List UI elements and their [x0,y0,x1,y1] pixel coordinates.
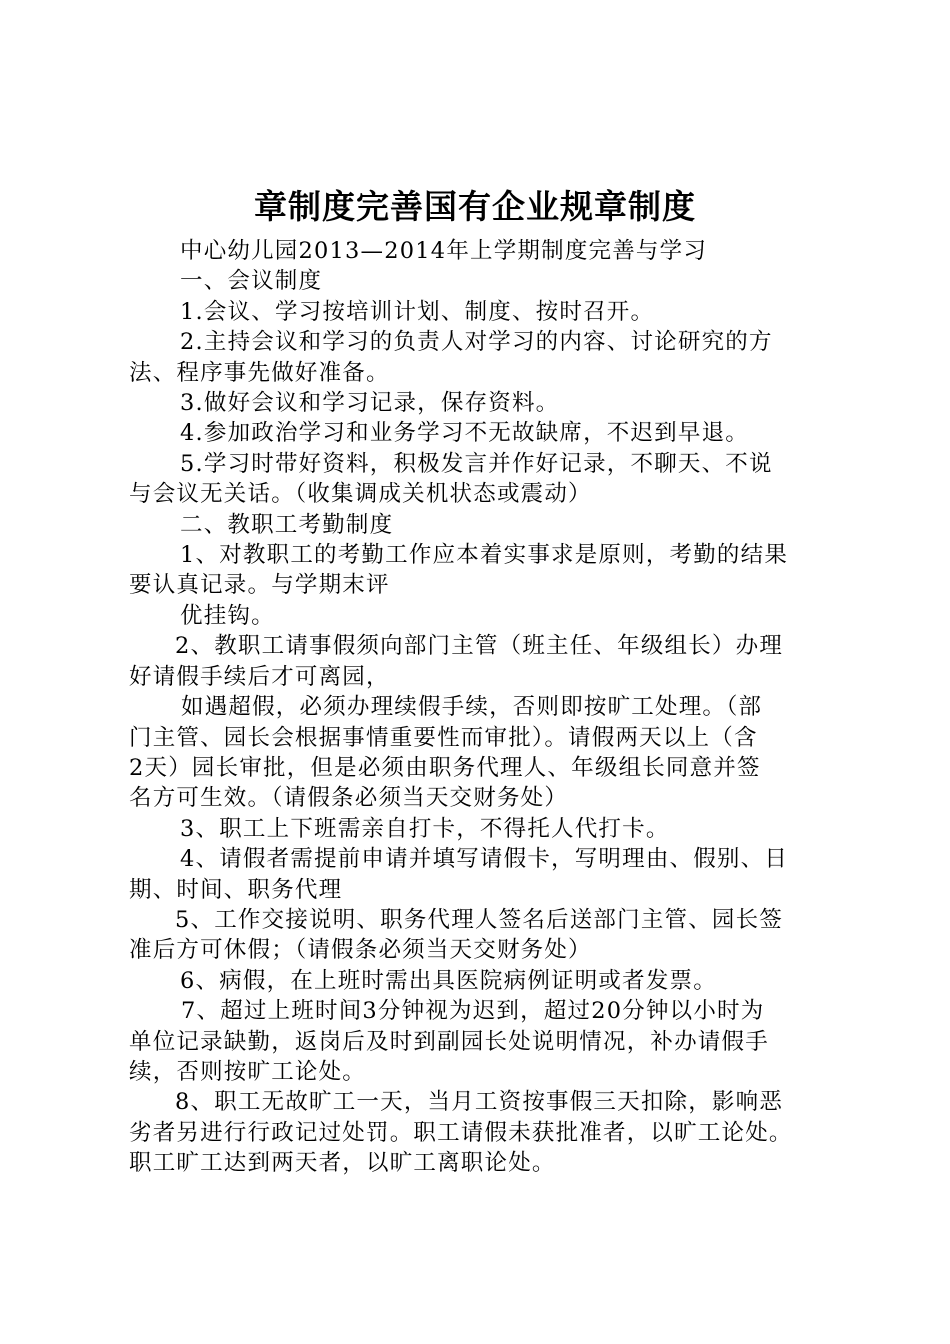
paragraph-line: 要认真记录。与学期末评 [129,572,390,599]
document-body [129,236,834,1179]
paragraph-line: 7、超过上班时间3分钟视为迟到，超过20分钟以小时为 [181,998,765,1025]
paragraph-line: 6、病假，在上班时需出具医院病例证明或者发票。 [180,967,717,994]
section-heading-attendance: 二、教职工考勤制度 [180,511,394,538]
paragraph-line: 1.会议、学习按培训计划、制度、按时召开。 [180,298,655,325]
paragraph-line: 名方可生效。（请假条必须当天交财务处） [129,785,569,812]
paragraph-line: 1、对教职工的考勤工作应本着实事求是原则，考勤的结果 [180,542,789,569]
paragraph-line: 4、请假者需提前申请并填写请假卡，写明理由、假别、日 [180,846,789,873]
paragraph-line: 续，否则按旷工论处。 [129,1058,367,1085]
paragraph-line: 法、程序事先做好准备。 [129,359,390,386]
paragraph-line: 如遇超假，必须办理续假手续，否则即按旷工处理。（部 [181,694,763,721]
paragraph-line: 5、工作交接说明、职务代理人签名后送部门主管、园长签 [175,906,784,933]
paragraph-line: 单位记录缺勤，返岗后及时到副园长处说明情况，补办请假手 [129,1028,769,1055]
paragraph-line: 职工旷工达到两天者，以旷工离职论处。 [129,1150,556,1177]
paragraph-line: 2、教职工请事假须向部门主管（班主任、年级组长）办理 [175,633,784,660]
paragraph-line: 2天）园长审批，但是必须由职务代理人、年级组长同意并签 [129,754,761,781]
paragraph-line: 5.学习时带好资料，积极发言并作好记录，不聊天、不说 [180,450,773,477]
paragraph-line: 好请假手续后才可离园， [129,663,390,690]
section-heading-meetings: 一、会议制度 [180,268,323,295]
paragraph-line: 准后方可休假；（请假条必须当天交财务处） [129,937,592,964]
paragraph-line: 门主管、园长会根据事情重要性而审批）。请假两天以上（含 [129,724,758,751]
paragraph-line: 3.做好会议和学习记录，保存资料。 [180,390,560,417]
paragraph-line: 优挂钩。 [180,602,275,629]
paragraph-line: 3、职工上下班需亲自打卡，不得托人代打卡。 [180,815,670,842]
paragraph-line: 2.主持会议和学习的负责人对学习的内容、讨论研究的方 [180,329,773,356]
paragraph-line: 期、时间、职务代理 [129,876,343,903]
paragraph-line: 与会议无关话。（收集调成关机状态或震动） [129,481,592,508]
document-title: 章制度完善国有企业规章制度 [254,187,696,226]
paragraph-line: 4.参加政治学习和业务学习不无故缺席，不迟到早退。 [180,420,749,447]
paragraph-line: 劣者另进行行政记过处罚。职工请假未获批准者，以旷工论处。 [129,1119,793,1146]
subtitle-line: 中心幼儿园2013—2014年上学期制度完善与学习 [180,238,708,264]
paragraph-line: 8、职工无故旷工一天，当月工资按事假三天扣除，影响恶 [175,1089,784,1116]
